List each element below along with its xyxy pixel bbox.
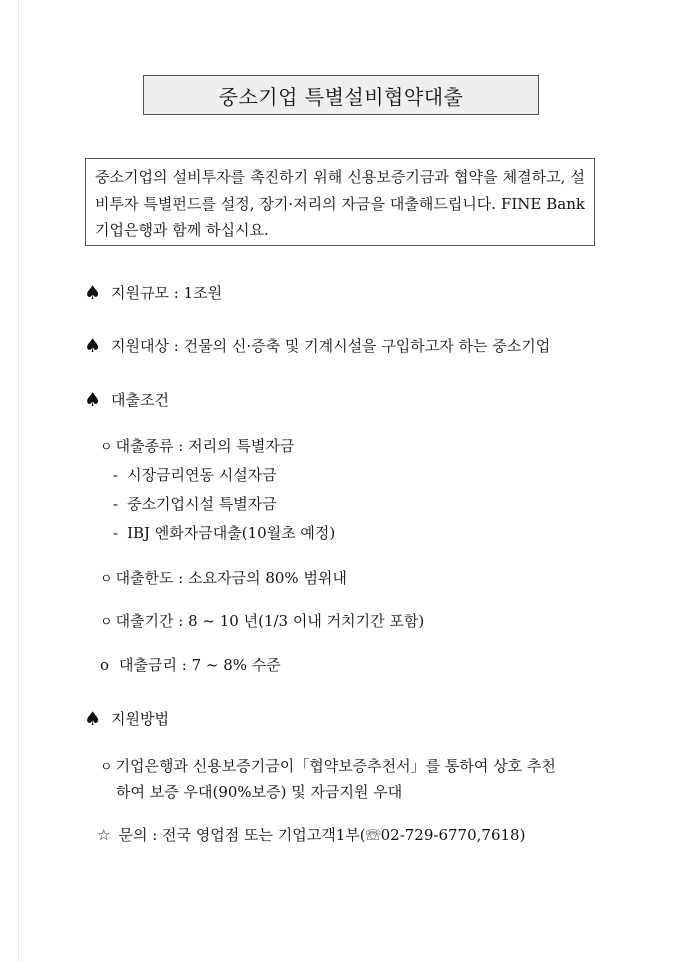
small-o-bullet: o — [100, 656, 110, 674]
spade-icon: ♠ — [84, 282, 102, 304]
support-target-text: 지원대상 : 건물의 신·증축 및 기계시설을 구입하고자 하는 중소기업 — [111, 337, 551, 355]
loan-terms-heading-row — [84, 390, 169, 410]
dash-bullet: - — [113, 495, 119, 513]
page-margin-line — [18, 0, 19, 962]
document-title: 중소기업 특별설비협약대출 — [143, 75, 539, 115]
inquiry-row — [97, 825, 525, 845]
loan-type-row — [100, 436, 294, 458]
support-target-row — [84, 336, 550, 356]
circle-bullet-icon: ㅇ — [100, 572, 113, 587]
spade-icon: ♠ — [84, 335, 102, 357]
support-method-continuation: 하여 보증 우대(90%보증) 및 자금지원 우대 — [116, 783, 403, 801]
intro-paragraph: 중소기업의 설비투자를 촉진하기 위해 신용보증기금과 협약을 체결하고, 설비투자 특별펀드를 설정, 장기·저리의 자금을 대출해드립니다. FINE Bank 기업은행과 함께 하십시요. — [85, 158, 595, 246]
support-scale-text: 지원규모 : 1조원 — [111, 284, 223, 302]
spade-icon: ♠ — [84, 389, 102, 411]
dash-bullet: - — [113, 524, 119, 542]
loan-type-item — [113, 465, 277, 485]
loan-rate-text: 대출금리 : 7 ~ 8% 수준 — [119, 656, 281, 674]
loan-type-text: 대출종류 : 저리의 특별자금 — [115, 437, 295, 455]
circle-bullet-icon: ㅇ — [100, 440, 113, 455]
spade-icon: ♠ — [84, 708, 102, 730]
loan-type-item — [113, 494, 277, 514]
support-method-heading-row — [84, 709, 169, 729]
support-method-text: 기업은행과 신용보증기금이「협약보증추천서」를 통하여 상호 추천 — [115, 757, 556, 775]
loan-type-item-text: 시장금리연동 시설자금 — [127, 466, 277, 484]
dash-bullet: - — [113, 466, 119, 484]
support-method-heading: 지원방법 — [111, 710, 170, 728]
loan-type-item-text: 중소기업시설 특별자금 — [127, 495, 277, 513]
loan-rate-row — [100, 655, 281, 675]
loan-limit-row — [100, 568, 347, 590]
star-icon: ☆ — [97, 826, 111, 844]
support-scale-row — [84, 283, 222, 303]
circle-bullet-icon: ㅇ — [100, 615, 113, 630]
loan-period-row — [100, 611, 424, 633]
circle-bullet-icon: ㅇ — [100, 760, 113, 775]
support-method-row — [100, 756, 556, 778]
loan-terms-heading: 대출조건 — [111, 391, 170, 409]
loan-limit-text: 대출한도 : 소요자금의 80% 범위내 — [115, 569, 347, 587]
loan-period-text: 대출기간 : 8 ~ 10 년(1/3 이내 거치기간 포함) — [115, 612, 425, 630]
loan-type-item-text: IBJ 엔화자금대출(10월초 예정) — [127, 524, 336, 542]
loan-type-item — [113, 523, 335, 543]
inquiry-text: 문의 : 전국 영업점 또는 기업고객1부(☏02-729-6770,7618) — [118, 826, 526, 844]
